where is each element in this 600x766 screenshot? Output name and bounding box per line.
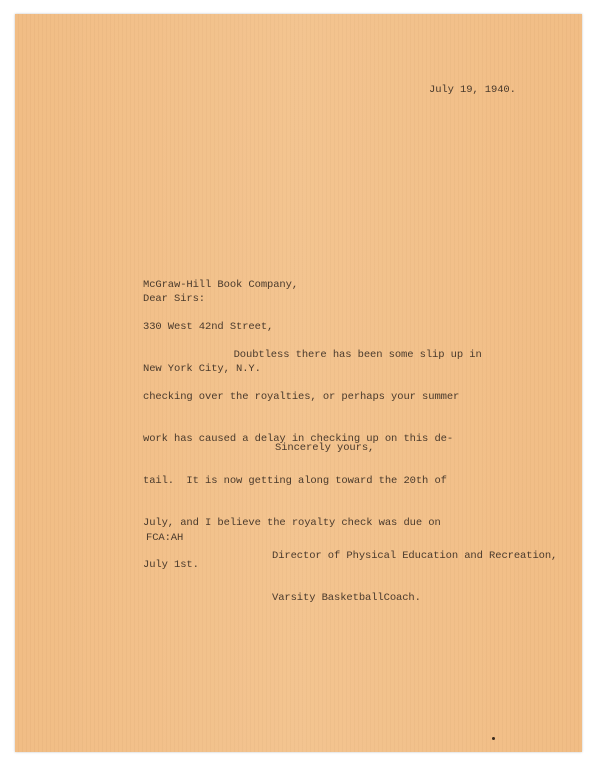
address-line: 330 West 42nd Street, bbox=[143, 321, 274, 333]
address-line: McGraw-Hill Book Company, bbox=[143, 279, 299, 291]
typist-initials: FCA:AH bbox=[146, 532, 184, 544]
body-line: checking over the royalties, or perhaps your summer bbox=[143, 391, 460, 403]
letter-date: July 19, 1940. bbox=[429, 84, 516, 96]
paper-speck bbox=[492, 737, 495, 740]
salutation: Dear Sirs: bbox=[143, 293, 206, 305]
body-line: Doubtless there has been some slip up in bbox=[215, 349, 482, 361]
body-line: tail. It is now getting along toward the 20th of bbox=[143, 475, 447, 487]
signature-title: Director of Physical Education and Recreation, bbox=[272, 550, 558, 562]
address-line: New York City, N.Y. bbox=[143, 363, 261, 375]
body-line: July, and I believe the royalty check was due on bbox=[143, 517, 441, 529]
signature-title: Varsity BasketballCoach. bbox=[272, 592, 421, 604]
closing: Sincerely yours, bbox=[275, 442, 375, 454]
body-line: work has caused a delay in checking up on this de- bbox=[143, 433, 454, 445]
signature-block bbox=[272, 521, 557, 633]
body-line: July 1st. bbox=[143, 559, 199, 571]
letter-sheet bbox=[15, 14, 582, 752]
